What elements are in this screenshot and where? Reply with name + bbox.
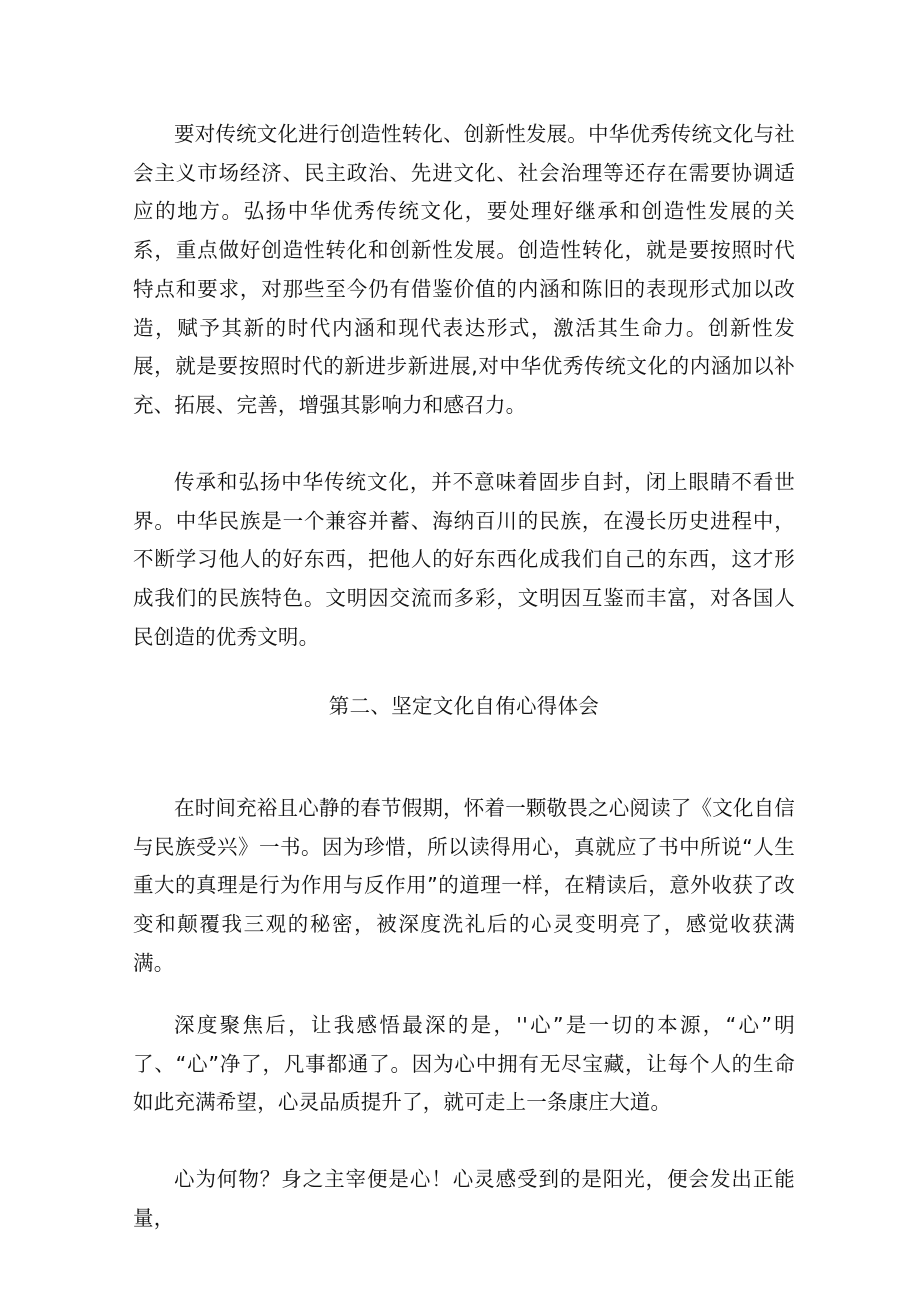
section-paragraph-3: 心为何物？身之主宰便是心！心灵感受到的是阳光，便会发出正能量， [133, 1167, 795, 1230]
section-paragraph-1: 在时间充裕且心静的春节假期，怀着一颗敬畏之心阅读了《文化自信与民族受兴》一书。因为珍惜，所以读得用心，真就应了书中所说“人生重大的真理是行为作用与反作用”的道理一样，在精读后，意外收获了改变和颠覆我三观的秘密，被深度洗礼后的心灵变明亮了，感觉收获满满。 [133, 796, 795, 975]
body-paragraph-1: 要对传统文化进行创造性转化、创新性发展。中华优秀传统文化与社会主义市场经济、民主政治、先进文化、社会治理等还存在需要协调适应的地方。弘扬中华优秀传统文化，要处理好继承和创造性发展的关系，重点做好创造性转化和创新性发展。创造性转化，就是要按照时代特点和要求，对那些至今仍有借鉴价值的内涵和陈旧的表现形式加以改造，赋予其新的时代内涵和现代表达形式，激活其生命力。创新性发展，就是要按照时代的新进步新进展,对中华优秀传统文化的内涵加以补充、拓展、完善，增强其影响力和感召力。 [133, 122, 795, 417]
section-paragraph-2: 深度聚焦后，让我感悟最深的是，''心”是一切的本源，“心”明了、“心”净了，凡事都通了。因为心中拥有无尽宝藏，让每个人的生命如此充满希望，心灵品质提升了，就可走上一条康庄大道。 [133, 1013, 795, 1115]
section-heading: 第二、坚定文化自侑心得体会 [328, 694, 600, 718]
body-paragraph-2: 传承和弘扬中华传统文化，并不意味着固步自封，闭上眼睛不看世界。中华民族是一个兼容并蓄、海纳百川的民族，在漫长历史进程中，不断学习他人的好东西，把他人的好东西化成我们自己的东西，这才形成我们的民族特色。文明因交流而多彩，文明因互鉴而丰富，对各国人民创造的优秀文明。 [133, 470, 795, 649]
